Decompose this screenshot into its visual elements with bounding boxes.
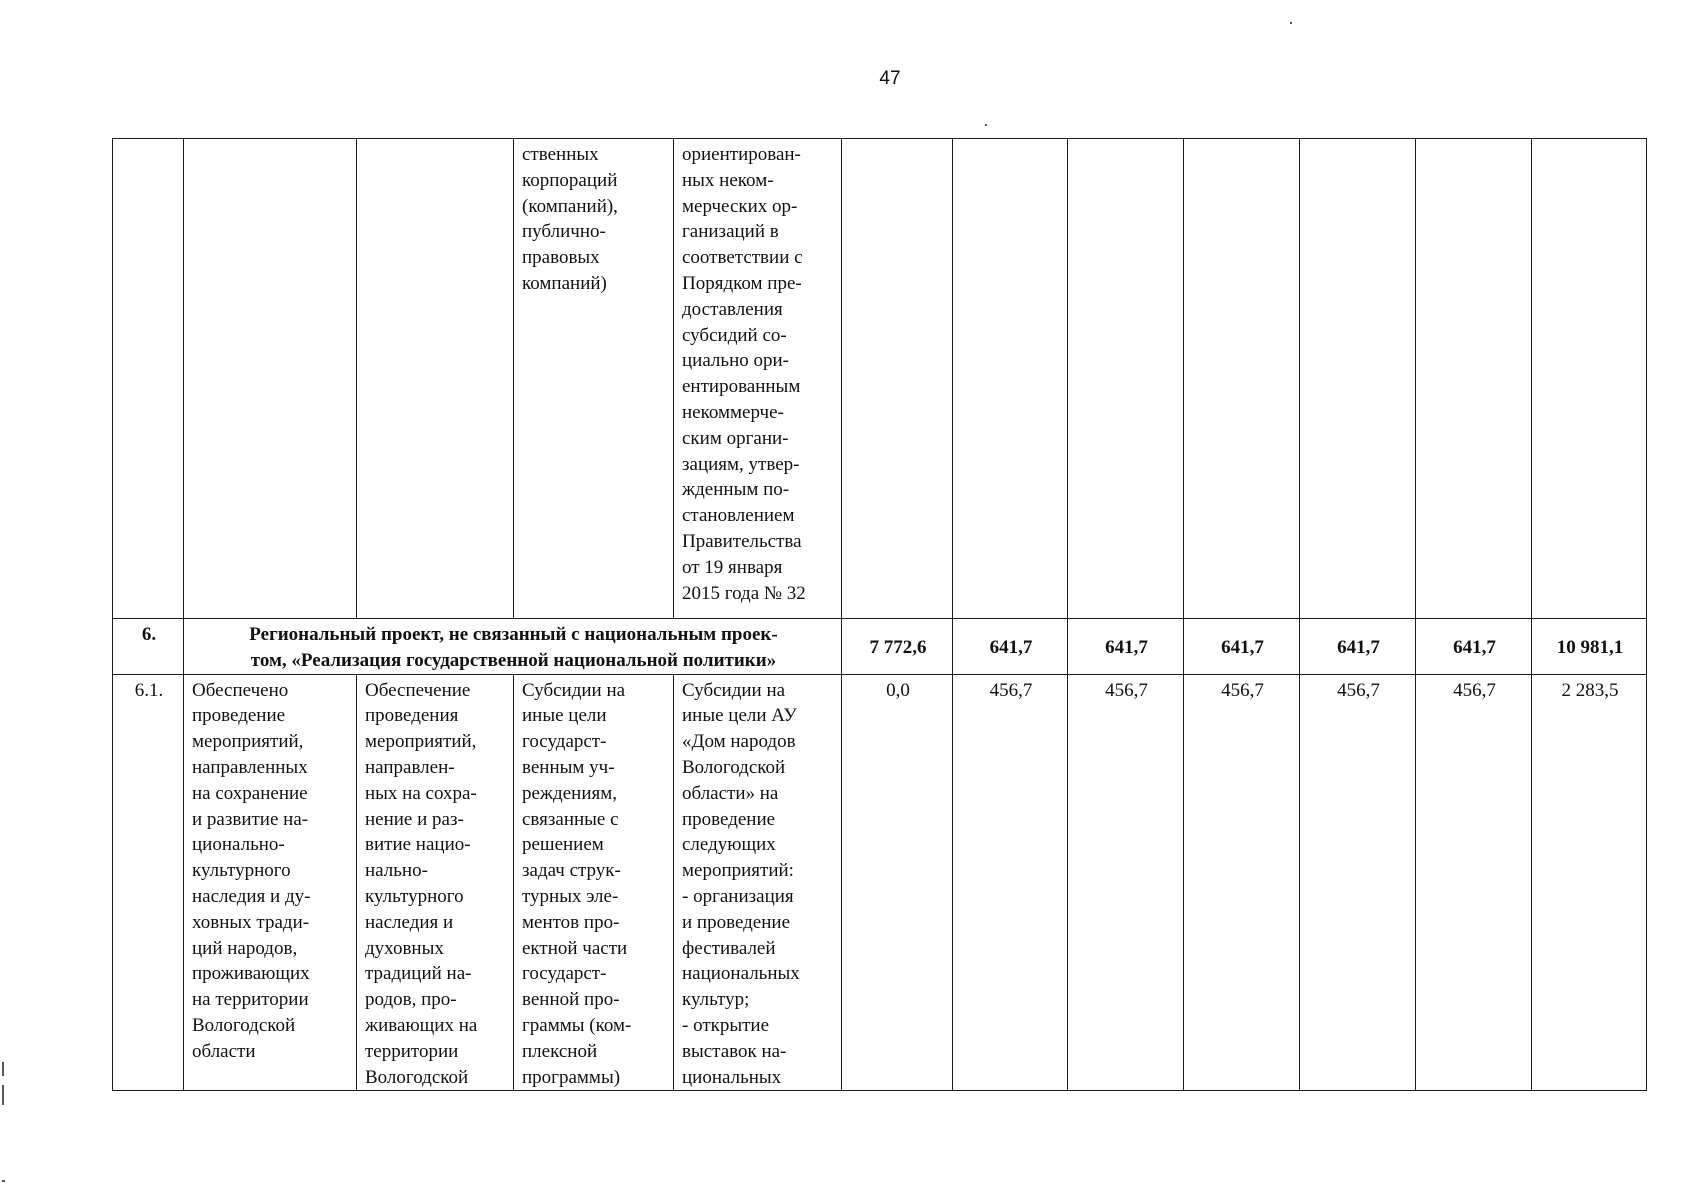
row-value-5: 456,7 (1300, 674, 1416, 1091)
cell-value (953, 139, 1068, 619)
budget-table (112, 138, 1647, 1091)
row-type: Субсидии на иные цели государст- венным уч- реждениям, связанные с решением задач струк- турных эле- ментов про- ектной части государст- венной про- граммы (ком- плексной программы) (514, 674, 674, 1091)
scan-artifact (2, 1062, 4, 1076)
cell-result (184, 139, 357, 619)
project-value-1: 7 772,6 (842, 619, 953, 675)
scan-artifact (985, 124, 987, 126)
row-value-1: 0,0 (842, 674, 953, 1091)
cell-type: ственных корпораций (компаний), публично- правовых компаний) (514, 139, 674, 619)
row-result: Обеспечено проведение мероприятий, направленных на сохранение и развитие на- ционально- культурного наследия и ду- ховных тради- ций народов, проживающих на территории Вологодской области (184, 674, 357, 1091)
cell-description: ориентирован- ных неком- мерческих ор- ганизаций в соответствии с Порядком пре- доставления субсидий со- циально ори- ентированным некоммерче- ским органи- зациям, утвер- жденным по- становлением Правительства от 19 января 2015 года № 32 (674, 139, 842, 619)
continuation-row (113, 139, 1647, 619)
project-value-2: 641,7 (953, 619, 1068, 675)
scan-artifact (1290, 22, 1292, 24)
row-value-total: 2 283,5 (1532, 674, 1647, 1091)
row-value-2: 456,7 (953, 674, 1068, 1091)
project-number: 6. (113, 619, 184, 675)
cell-number (113, 139, 184, 619)
scan-artifact (2, 1085, 4, 1105)
project-value-total: 10 981,1 (1532, 619, 1647, 675)
project-value-5: 641,7 (1300, 619, 1416, 675)
cell-value (1300, 139, 1416, 619)
row-description: Субсидии на иные цели АУ «Дом народов Вологодской области» на проведение следующих мероприятий: - организация и проведение фестивалей национальных культур; - открытие выставок на- циональных (674, 674, 842, 1091)
row-value-4: 456,7 (1184, 674, 1300, 1091)
cell-value (1532, 139, 1647, 619)
project-value-6: 641,7 (1416, 619, 1532, 675)
cell-value (1184, 139, 1300, 619)
row-value-6: 456,7 (1416, 674, 1532, 1091)
project-row (113, 619, 1647, 675)
project-value-3: 641,7 (1068, 619, 1184, 675)
page-number: 47 (879, 68, 901, 89)
row-purpose: Обеспечение проведения мероприятий, направлен- ных на сохра- нение и раз- витие нацио- нально- культурного наследия и духовных традиций на- родов, про- живающих на территории Вологодской (357, 674, 514, 1091)
cell-purpose (357, 139, 514, 619)
project-title: Региональный проект, не связанный с национальным проек- том, «Реализация государственной национальной политики» (184, 619, 842, 675)
cell-value (1416, 139, 1532, 619)
scan-artifact (2, 1180, 5, 1182)
row-value-3: 456,7 (1068, 674, 1184, 1091)
cell-value (842, 139, 953, 619)
table-row (113, 674, 1647, 1091)
row-number: 6.1. (113, 674, 184, 1091)
project-value-4: 641,7 (1184, 619, 1300, 675)
cell-value (1068, 139, 1184, 619)
